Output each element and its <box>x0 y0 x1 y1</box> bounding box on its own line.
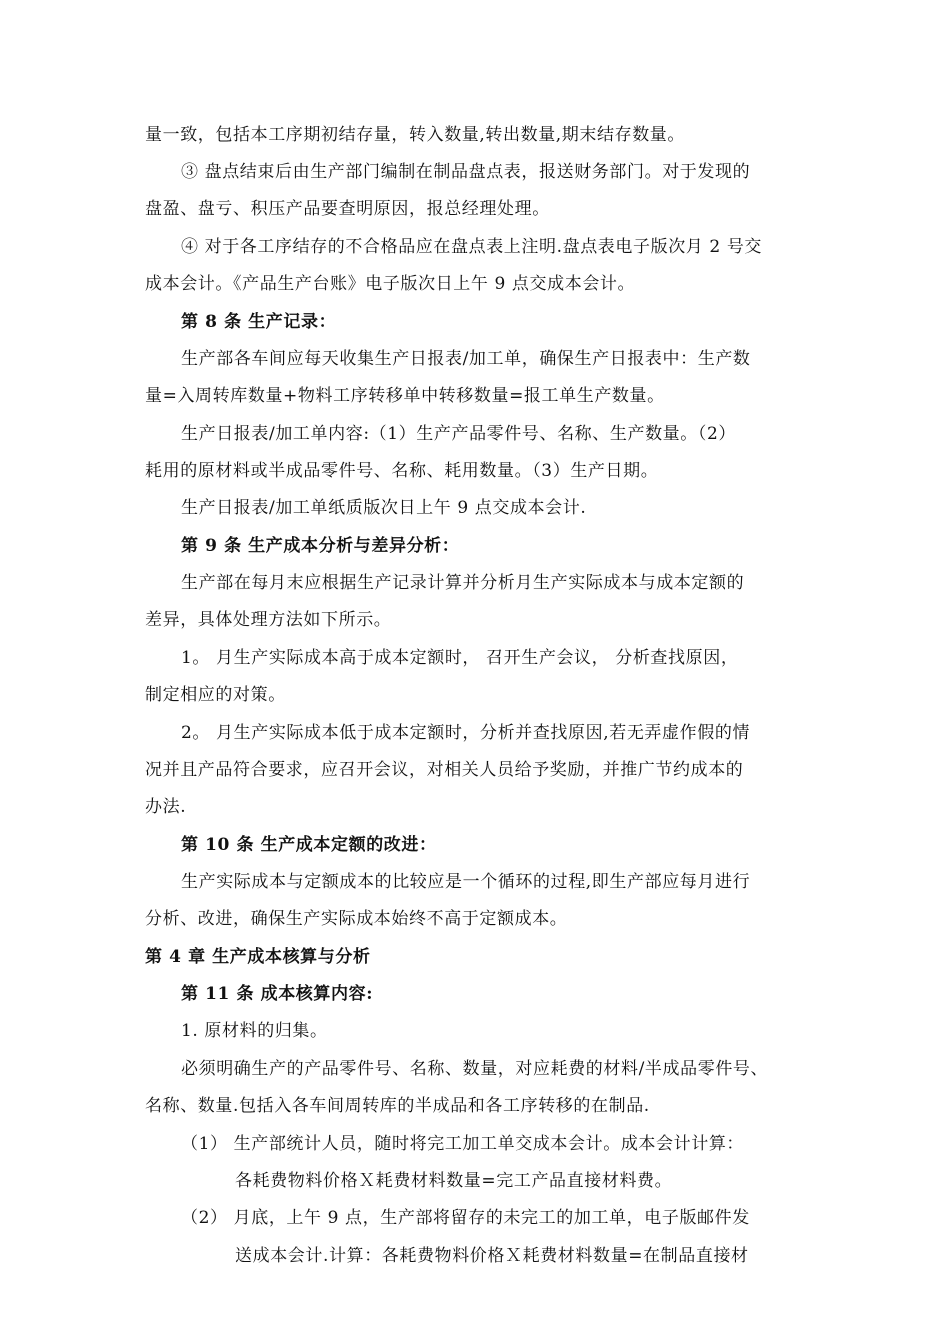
text-line: （2） 月底，上午 9 点，生产部将留存的未完工的加工单，电子版邮件发 <box>181 1208 750 1228</box>
text-line: ③ 盘点结束后由生产部门编制在制品盘点表，报送财务部门。对于发现的 <box>181 162 751 182</box>
text-line: 况并且产品符合要求，应召开会议，对相关人员给予奖励，并推广节约成本的 <box>145 760 744 780</box>
article-heading: 第 11 条 成本核算内容: <box>181 984 374 1004</box>
text-line: 办法. <box>145 797 187 817</box>
article-heading: 第 10 条 生产成本定额的改进： <box>181 835 437 855</box>
text-line: 送成本会计.计算：各耗费物料价格Ｘ耗费材料数量=在制品直接材 <box>235 1246 749 1266</box>
text-line: 2。 月生产实际成本低于成本定额时，分析并查找原因,若无弄虚作假的情 <box>181 723 751 743</box>
text-line: 生产日报表/加工单内容:（1）生产产品零件号、名称、生产数量。（2） <box>181 424 736 444</box>
chapter-heading: 第 4 章 生产成本核算与分析 <box>145 947 371 967</box>
text-line: 成本会计。《产品生产台账》电子版次日上午 9 点交成本会计。 <box>145 274 636 294</box>
text-line: 名称、数量.包括入各车间周转库的半成品和各工序转移的在制品. <box>145 1096 650 1116</box>
text-line: 1。 月生产实际成本高于成本定额时， 召开生产会议， 分析查找原因， <box>181 648 739 668</box>
article-heading: 第 9 条 生产成本分析与差异分析： <box>181 536 460 556</box>
text-line: 生产实际成本与定额成本的比较应是一个循环的过程,即生产部应每月进行 <box>181 872 751 892</box>
text-line: 盘盈、盘亏、积压产品要查明原因，报总经理处理。 <box>145 199 550 219</box>
text-line: 差异，具体处理方法如下所示。 <box>145 610 392 630</box>
text-line: 生产日报表/加工单纸质版次日上午 9 点交成本会计. <box>181 498 587 518</box>
text-line: 生产部各车间应每天收集生产日报表/加工单，确保生产日报表中：生产数 <box>181 349 751 369</box>
text-line: 各耗费物料价格Ｘ耗费材料数量=完工产品直接材料费。 <box>235 1171 673 1191</box>
article-heading: 第 8 条 生产记录： <box>181 312 337 332</box>
text-line: ④ 对于各工序结存的不合格品应在盘点表上注明.盘点表电子版次月 2 号交 <box>181 237 763 257</box>
text-line: 量=入周转库数量+物料工序转移单中转移数量=报工单生产数量。 <box>145 386 665 406</box>
text-line: 分析、改进，确保生产实际成本始终不高于定额成本。 <box>145 909 568 929</box>
text-line: 必须明确生产的产品零件号、名称、数量，对应耗费的材料/半成品零件号、 <box>181 1059 769 1079</box>
text-line: 制定相应的对策。 <box>145 685 286 705</box>
text-line: 耗用的原材料或半成品零件号、名称、耗用数量。（3）生产日期。 <box>145 461 659 481</box>
text-line: 量一致，包括本工序期初结存量，转入数量,转出数量,期末结存数量。 <box>145 125 686 145</box>
text-line: （1） 生产部统计人员，随时将完工加工单交成本会计。成本会计计算： <box>181 1134 745 1154</box>
text-line: 1. 原材料的归集。 <box>181 1021 328 1041</box>
text-line: 生产部在每月末应根据生产记录计算并分析月生产实际成本与成本定额的 <box>181 573 745 593</box>
